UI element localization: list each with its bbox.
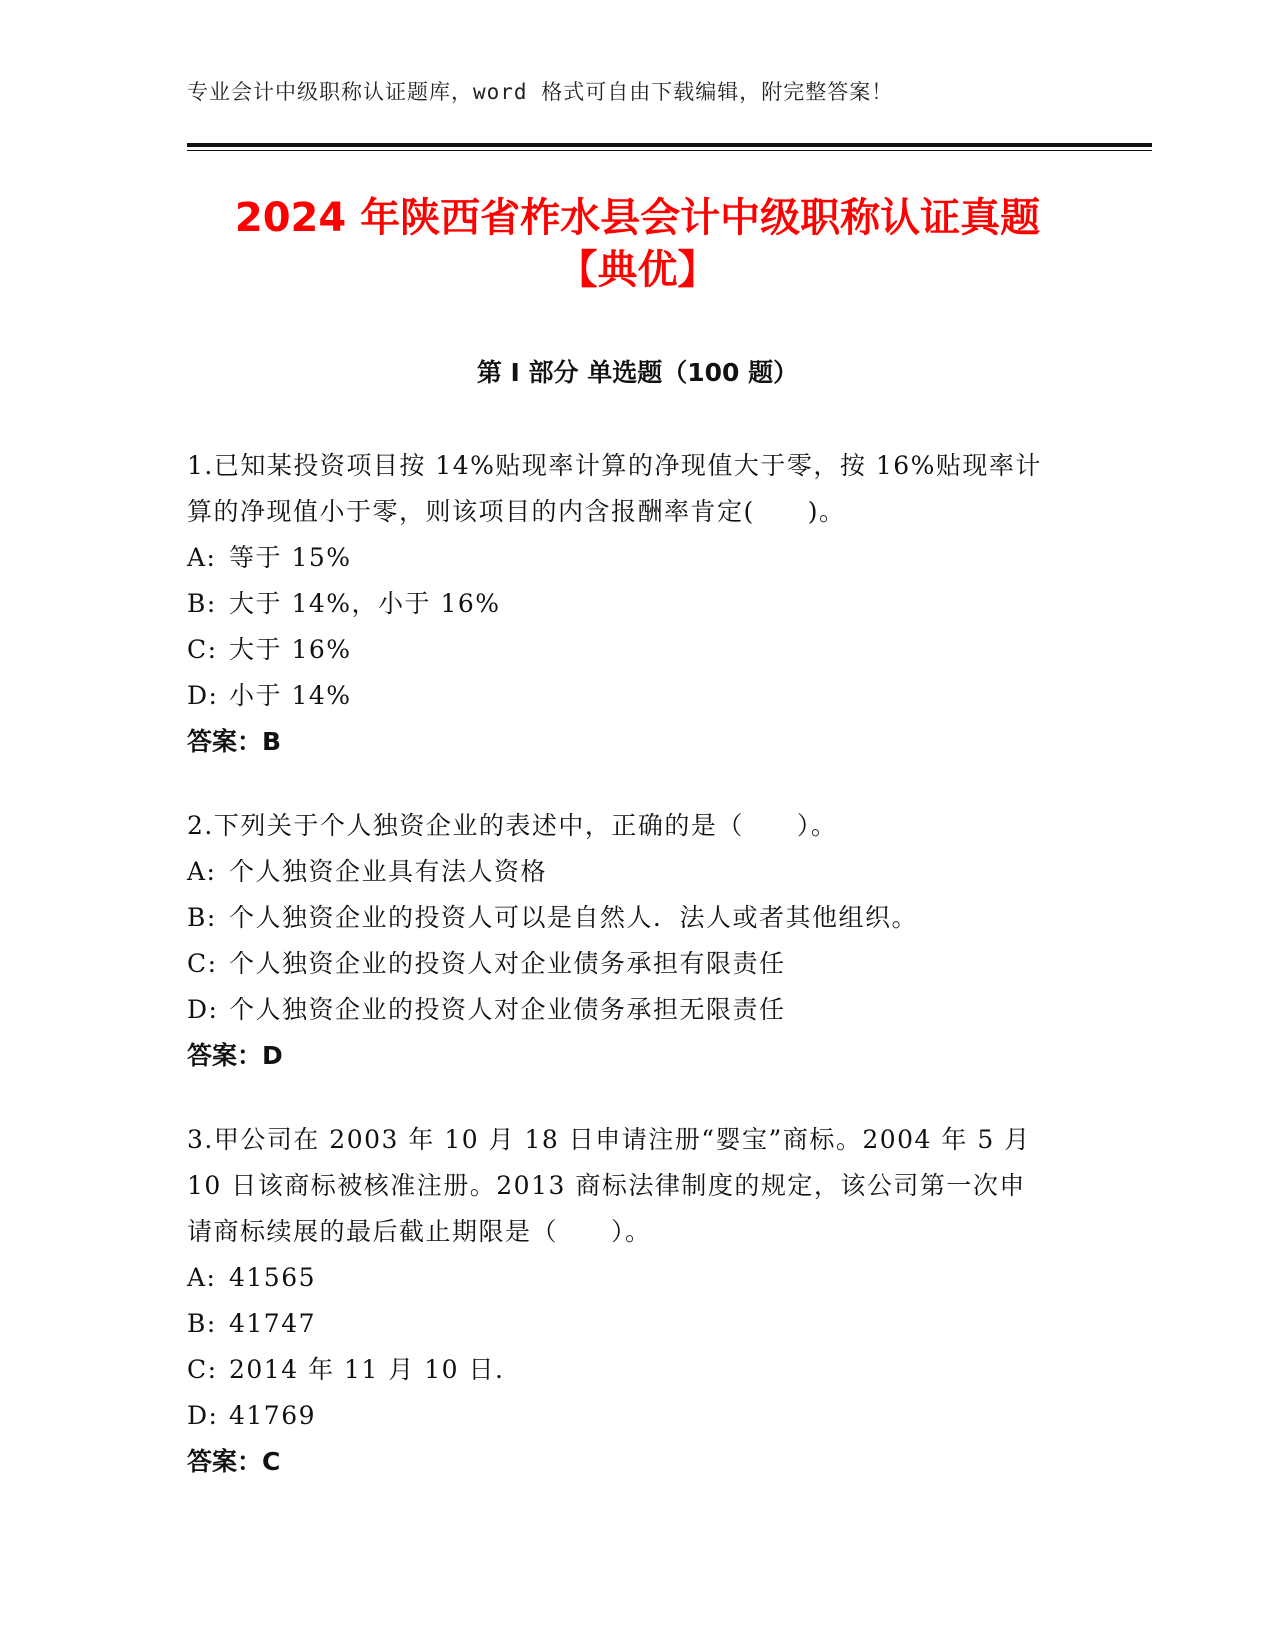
question-stem-line: 1.已知某投资项目按 14%贴现率计算的净现值大于零，按 16%贴现率计 bbox=[187, 451, 1042, 480]
question-list bbox=[187, 443, 1077, 1523]
option-key: D: bbox=[187, 1401, 219, 1430]
option-text: 个人独资企业的投资人对企业债务承担无限责任 bbox=[229, 995, 786, 1024]
option-key: B: bbox=[187, 589, 217, 618]
option-text: 41769 bbox=[229, 1401, 317, 1430]
option-text: 个人独资企业具有法人资格 bbox=[229, 857, 548, 886]
answer: 答案：C bbox=[187, 1447, 281, 1476]
option-key: B: bbox=[187, 903, 217, 932]
question-2 bbox=[187, 803, 1077, 1079]
option-key: C: bbox=[187, 635, 218, 664]
question-stem bbox=[187, 1117, 1077, 1255]
header-note: 专业会计中级职称认证题库，word 格式可自由下载编辑，附完整答案！ bbox=[187, 80, 894, 104]
question-stem-line: 2.下列关于个人独资企业的表述中，正确的是（ ）。 bbox=[187, 811, 838, 840]
section-heading: 第 I 部分 单选题（100 题） bbox=[476, 358, 799, 387]
option-d bbox=[187, 987, 1077, 1033]
question-3 bbox=[187, 1117, 1077, 1485]
option-key: D: bbox=[187, 681, 219, 710]
option-text: 41565 bbox=[229, 1263, 317, 1292]
option-c bbox=[187, 627, 1077, 673]
option-key: D: bbox=[187, 995, 219, 1024]
option-key: A: bbox=[187, 543, 217, 572]
option-text: 个人独资企业的投资人对企业债务承担有限责任 bbox=[229, 949, 786, 978]
document-title-line-1: 2024 年陕西省柞水县会计中级职称认证真题 bbox=[234, 195, 1041, 241]
answer: 答案：B bbox=[187, 727, 282, 756]
option-b bbox=[187, 895, 1077, 941]
question-stem-line: 请商标续展的最后截止期限是（ ）。 bbox=[187, 1217, 652, 1246]
option-a bbox=[187, 849, 1077, 895]
option-text: 大于 14%，小于 16% bbox=[229, 589, 501, 618]
question-stem bbox=[187, 803, 1077, 849]
question-stem-line: 3.甲公司在 2003 年 10 月 18 日申请注册“婴宝”商标。2004 年 5 月 bbox=[187, 1125, 1031, 1154]
question-stem-line: 10 日该商标被核准注册。2013 商标法律制度的规定，该公司第一次申 bbox=[187, 1171, 1026, 1200]
option-a bbox=[187, 535, 1077, 581]
header-rule-thick bbox=[187, 143, 1152, 147]
option-text: 个人独资企业的投资人可以是自然人．法人或者其他组织。 bbox=[229, 903, 919, 932]
option-key: C: bbox=[187, 1355, 218, 1384]
option-text: 41747 bbox=[229, 1309, 317, 1338]
option-d bbox=[187, 1393, 1077, 1439]
option-b bbox=[187, 1301, 1077, 1347]
option-key: C: bbox=[187, 949, 218, 978]
option-text: 等于 15% bbox=[229, 543, 352, 572]
option-d bbox=[187, 673, 1077, 719]
option-c bbox=[187, 941, 1077, 987]
answer: 答案：D bbox=[187, 1041, 283, 1070]
option-a bbox=[187, 1255, 1077, 1301]
header-rule-thin bbox=[187, 150, 1152, 151]
option-text: 小于 14% bbox=[229, 681, 352, 710]
question-1 bbox=[187, 443, 1077, 765]
option-c bbox=[187, 1347, 1077, 1393]
option-key: A: bbox=[187, 1263, 217, 1292]
option-text: 2014 年 11 月 10 日. bbox=[229, 1355, 505, 1384]
option-key: B: bbox=[187, 1309, 217, 1338]
option-b bbox=[187, 581, 1077, 627]
option-text: 大于 16% bbox=[229, 635, 352, 664]
document-title-line-2: 【典优】 bbox=[557, 247, 718, 293]
option-key: A: bbox=[187, 857, 217, 886]
document-title bbox=[150, 192, 1125, 296]
question-stem bbox=[187, 443, 1077, 535]
question-stem-line: 算的净现值小于零，则该项目的内含报酬率肯定( )。 bbox=[187, 497, 846, 526]
